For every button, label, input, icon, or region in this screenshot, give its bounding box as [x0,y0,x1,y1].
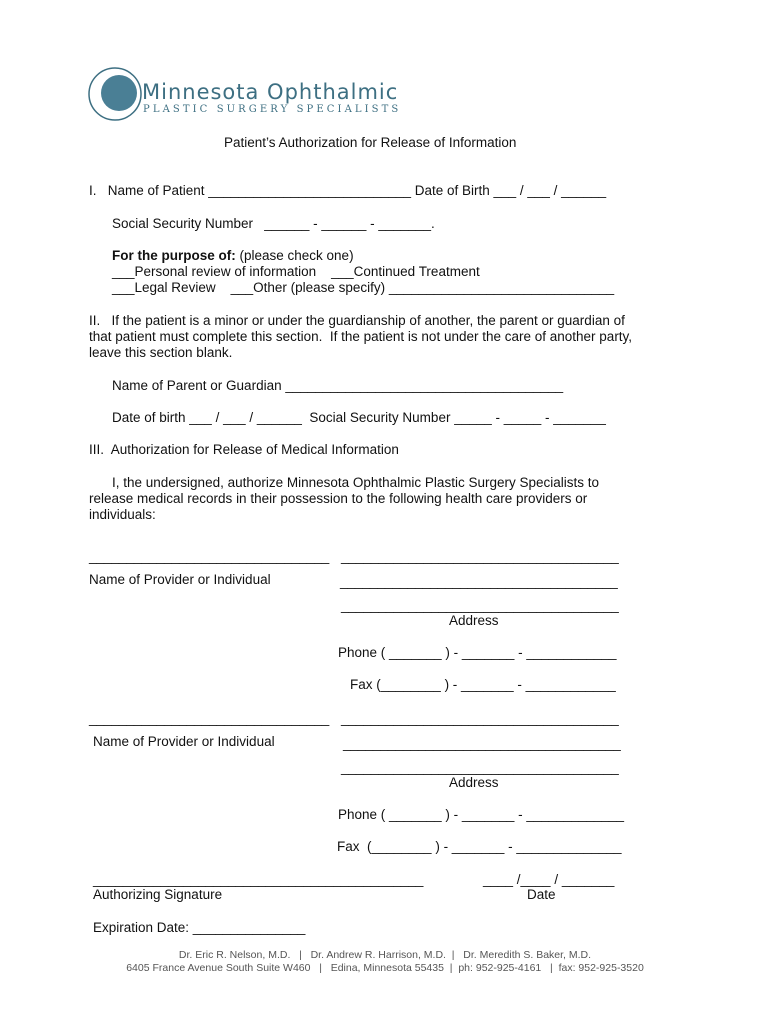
provider2-address-field2[interactable]: _____________________________________ [343,736,621,751]
date-label: Date [527,887,556,902]
section2-intro-line1: II. If the patient is a minor or under the guardianship of another, the parent or guardian of [89,313,625,328]
provider1-address-field1[interactable]: _____________________________________ [341,549,619,564]
provider2-address-label: Address [449,775,499,790]
signature-label: Authorizing Signature [93,887,223,902]
provider1-name-label: Name of Provider or Individual [89,572,271,587]
provider2-name-field[interactable]: ________________________________ [89,711,330,726]
provider1-address-field3[interactable]: _____________________________________ [341,598,619,613]
patient-ssn-line[interactable]: Social Security Number ______ - ______ - _______. [112,216,435,231]
section3-body-line2: release medical records in their possession to the following health care providers or [89,491,588,506]
section2-intro-line2: that patient must complete this section. If the patient is not under the care of another party, [89,329,633,344]
purpose-options-row2[interactable]: ___Legal Review ___Other (please specify) ______________________________ [112,280,615,295]
section3-body-line1: I, the undersigned, authorize Minnesota Ophthalmic Plastic Surgery Specialists to [112,475,600,490]
purpose-label: For the purpose of: [112,248,236,263]
section3-heading: III. Authorization for Release of Medical Information [89,442,399,457]
provider2-name-label: Name of Provider or Individual [93,734,275,749]
provider1-phone-field[interactable]: Phone ( _______ ) - _______ - ____________ [338,645,617,660]
provider2-fax-field[interactable]: Fax (________ ) - _______ - ______________ [337,839,622,854]
provider2-phone-field[interactable]: Phone ( _______ ) - _______ - _____________ [338,807,624,822]
provider2-address-field1[interactable]: _____________________________________ [341,711,619,726]
provider1-address-field2[interactable]: _____________________________________ [340,574,618,589]
signature-field[interactable]: ____________________________________________ [93,872,424,887]
section3-body-line3: individuals: [89,507,156,522]
expiration-date-field[interactable]: Expiration Date: _______________ [93,920,306,935]
provider1-fax-field[interactable]: Fax (________ ) - _______ - ____________ [350,677,616,692]
guardian-dob-ssn-line[interactable]: Date of birth ___ / ___ / ______ Social Security Number _____ - _____ - _______ [112,410,606,425]
provider2-address-field3[interactable]: _____________________________________ [341,760,619,775]
purpose-options-row1[interactable]: ___Personal review of information ___Continued Treatment [112,264,480,279]
brand-tagline: PLASTIC SURGERY SPECIALISTS [143,104,402,115]
footer-doctors: Dr. Eric R. Nelson, M.D. | Dr. Andrew R. Harrison, M.D. | Dr. Meredith S. Baker, M.D. [178,949,592,961]
provider1-name-field[interactable]: ________________________________ [89,549,330,564]
section2-intro-line3: leave this section blank. [89,345,233,360]
footer-address: 6405 France Avenue South Suite W460 | Edina, Minnesota 55435 | ph: 952-925-4161 | fax: 952-925-3520 [126,962,644,974]
patient-name-dob-line[interactable]: I. Name of Patient ___________________________ Date of Birth ___ / ___ / ______ [89,183,607,198]
date-field[interactable]: ____ /____ / _______ [483,872,615,887]
brand-name: Minnesota Ophthalmic [142,80,399,104]
provider1-address-label: Address [449,613,499,628]
purpose-heading [112,248,354,263]
purpose-instruction: (please check one) [235,248,354,263]
guardian-name-line[interactable]: Name of Parent or Guardian _____________________________________ [112,378,564,393]
logo-eye-icon [86,66,144,124]
page-title: Patient’s Authorization for Release of Information [224,135,517,150]
